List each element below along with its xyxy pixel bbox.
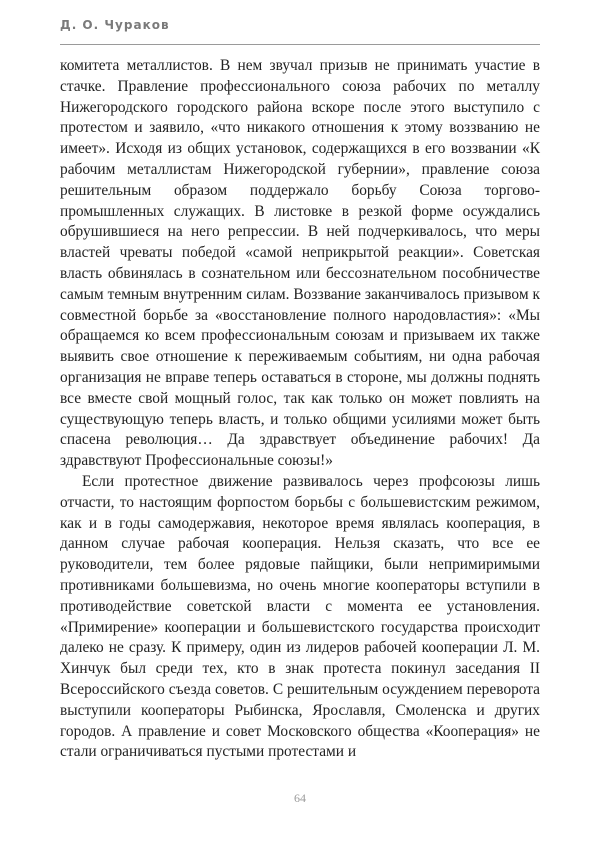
body-text [60, 56, 540, 763]
paragraph-continued: комитета металлистов. В нем звучал призыв не принимать участие в стачке. Правление профессионального союза рабочих по металлу Нижегородского городского района вскоре после этого выступило с протестом и заявило, «что никакого отношения к этому воззванию не имеет». Исходя из общих установок, содержащихся в его воззвании «К рабочим металлистам Нижегородской губернии», правление союза решительным образом поддержало борьбу Союза торгово-промышленных служащих. В листовке в резкой форме осуждались обрушившиеся на него репрессии. В ней подчеркивалось, что меры властей чреваты победой «самой неприкрытой реакции». Советская власть обвинялась в сознательном или бессознательном пособничестве самым темным внутренним силам. Воззвание заканчивалось призывом к совместной борьбе за «восстановление полного народовластия»: «Мы обращаемся ко всем профессиональным союзам и призываем их также выявить свое отношение к переживаемым событиям, ни одна рабочая организация не вправе теперь оставаться в стороне, мы должны поднять все вместе свой мощный голос, так как только он может повлиять на существующую теперь власть, и только общими усилиями может быть спасена революция… Да здравствует объединение рабочих! Да здравствуют Профессиональные союзы!» [60, 57, 540, 470]
paragraph-cooperation: Если протестное движение развивалось через профсоюзы лишь отчасти, то настоящим форпостом борьбы с большевистским режимом, как и в годы самодержавия, некоторое время являлась кооперация, в данном случае рабочая кооперация. Нельзя сказать, что все ее руководители, тем более рядовые пайщики, были непримиримыми противниками большевизма, но очень многие кооператоры вступили в противодействие советской власти с момента ее установления. «Примирение» кооперации и большевистского государства происходит далеко не сразу. К примеру, один из лидеров рабочей кооперации Л. М. Хинчук был среди тех, кто в знак протеста покинул заседания II Всероссийского съезда советов. С решительным осуждением переворота выступили кооператоры Рыбинска, Ярославля, Смоленска и других городов. А правление и совет Московского общества «Кооперация» не стали ограничиваться пустыми протестами и [60, 472, 540, 761]
running-head: Д. О. Чураков [60, 18, 170, 32]
header-rule [60, 44, 540, 45]
page-number: 64 [294, 791, 306, 805]
